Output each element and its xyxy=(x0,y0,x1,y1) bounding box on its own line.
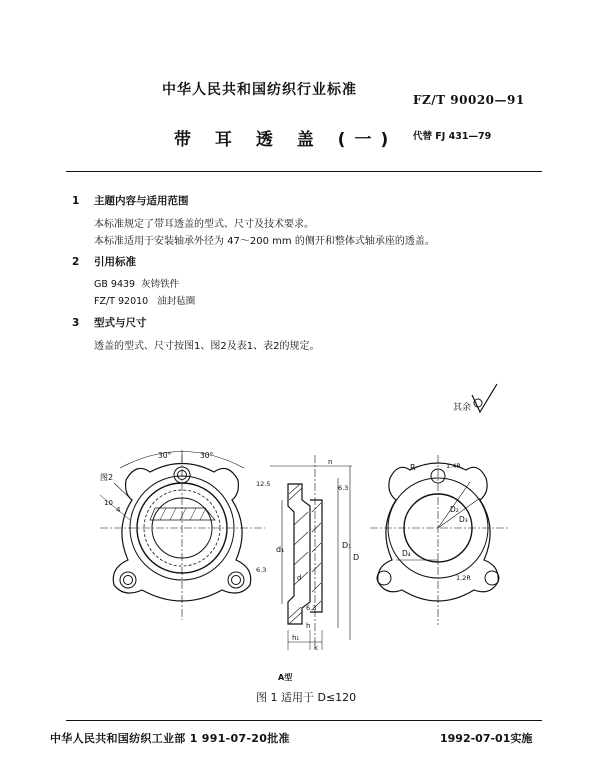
dimension-label: n xyxy=(328,458,333,466)
effective-date: 1992-07-01实施 xyxy=(440,732,533,745)
dimension-label: d₁ xyxy=(276,545,285,554)
dimension-label: D₂ xyxy=(450,505,459,514)
reference-code: GB 9439 xyxy=(94,279,136,290)
angle-label: 30° xyxy=(158,451,172,460)
dimension-label: 10 xyxy=(104,499,113,507)
roughness-value: 6.3 xyxy=(338,484,349,492)
issuer-approval: 中华人民共和国纺织工业部 1 991-07-20批准 xyxy=(50,732,290,745)
reference-code: FZ/T 92010 xyxy=(94,296,149,307)
section-number: 1 xyxy=(72,195,80,207)
dimension-label: d xyxy=(297,574,302,582)
standard-number: FZ/T 90020—91 xyxy=(413,93,525,107)
dimension-label: h xyxy=(306,622,311,630)
reference-name: 灰铸铁件 xyxy=(141,279,180,290)
dimension-label: D₄ xyxy=(402,549,411,558)
section-title: 引用标准 xyxy=(94,256,136,268)
section-title: 主题内容与适用范围 xyxy=(94,195,189,207)
paragraph: 本标准规定了带耳透盖的型式、尺寸及技术要求。 xyxy=(94,219,314,230)
roughness-value: 12.5 xyxy=(256,480,271,488)
replaces-note: 代替 FJ 431—79 xyxy=(413,131,492,142)
footer-rule xyxy=(66,720,542,721)
dimension-label: R xyxy=(410,463,416,472)
dimension-label: D₁ xyxy=(342,541,352,550)
reference-name: 油封毡圈 xyxy=(157,296,196,307)
standard-category: 中华人民共和国纺织行业标准 xyxy=(162,82,357,98)
paragraph: 本标准适用于安装轴承外径为 47～200 mm 的侧开和整体式轴承座的透盖。 xyxy=(94,236,435,247)
paragraph: 透盖的型式、尺寸按图1、图2及表1、表2的规定。 xyxy=(94,341,320,352)
section-number: 3 xyxy=(72,317,80,329)
type-label: A型 xyxy=(278,673,293,682)
dimension-label: D₃ xyxy=(459,515,468,524)
page-title: 带 耳 透 盖 (一) xyxy=(174,130,398,150)
dimension-label: D xyxy=(353,553,360,562)
dimension-label: k xyxy=(314,644,319,652)
figure-caption: 图 1 适用于 D≤120 xyxy=(256,691,357,704)
angle-label: 30° xyxy=(200,451,214,460)
roughness-note: 其余 xyxy=(453,403,472,413)
roughness-symbol-icon xyxy=(472,384,497,412)
front-view xyxy=(100,450,265,620)
dimension-label: 1.2R xyxy=(456,574,471,582)
section-view xyxy=(256,455,359,682)
back-view xyxy=(370,455,510,625)
section-number: 2 xyxy=(72,256,80,268)
dimension-label: h₁ xyxy=(292,634,300,642)
view-reference: 图2 xyxy=(100,473,114,482)
roughness-value: 6.3 xyxy=(306,604,317,612)
roughness-value: 6.3 xyxy=(256,566,267,574)
section-title: 型式与尺寸 xyxy=(94,317,147,329)
dimension-label: 4 xyxy=(116,506,121,514)
dimension-label: 1.4R xyxy=(446,462,461,470)
